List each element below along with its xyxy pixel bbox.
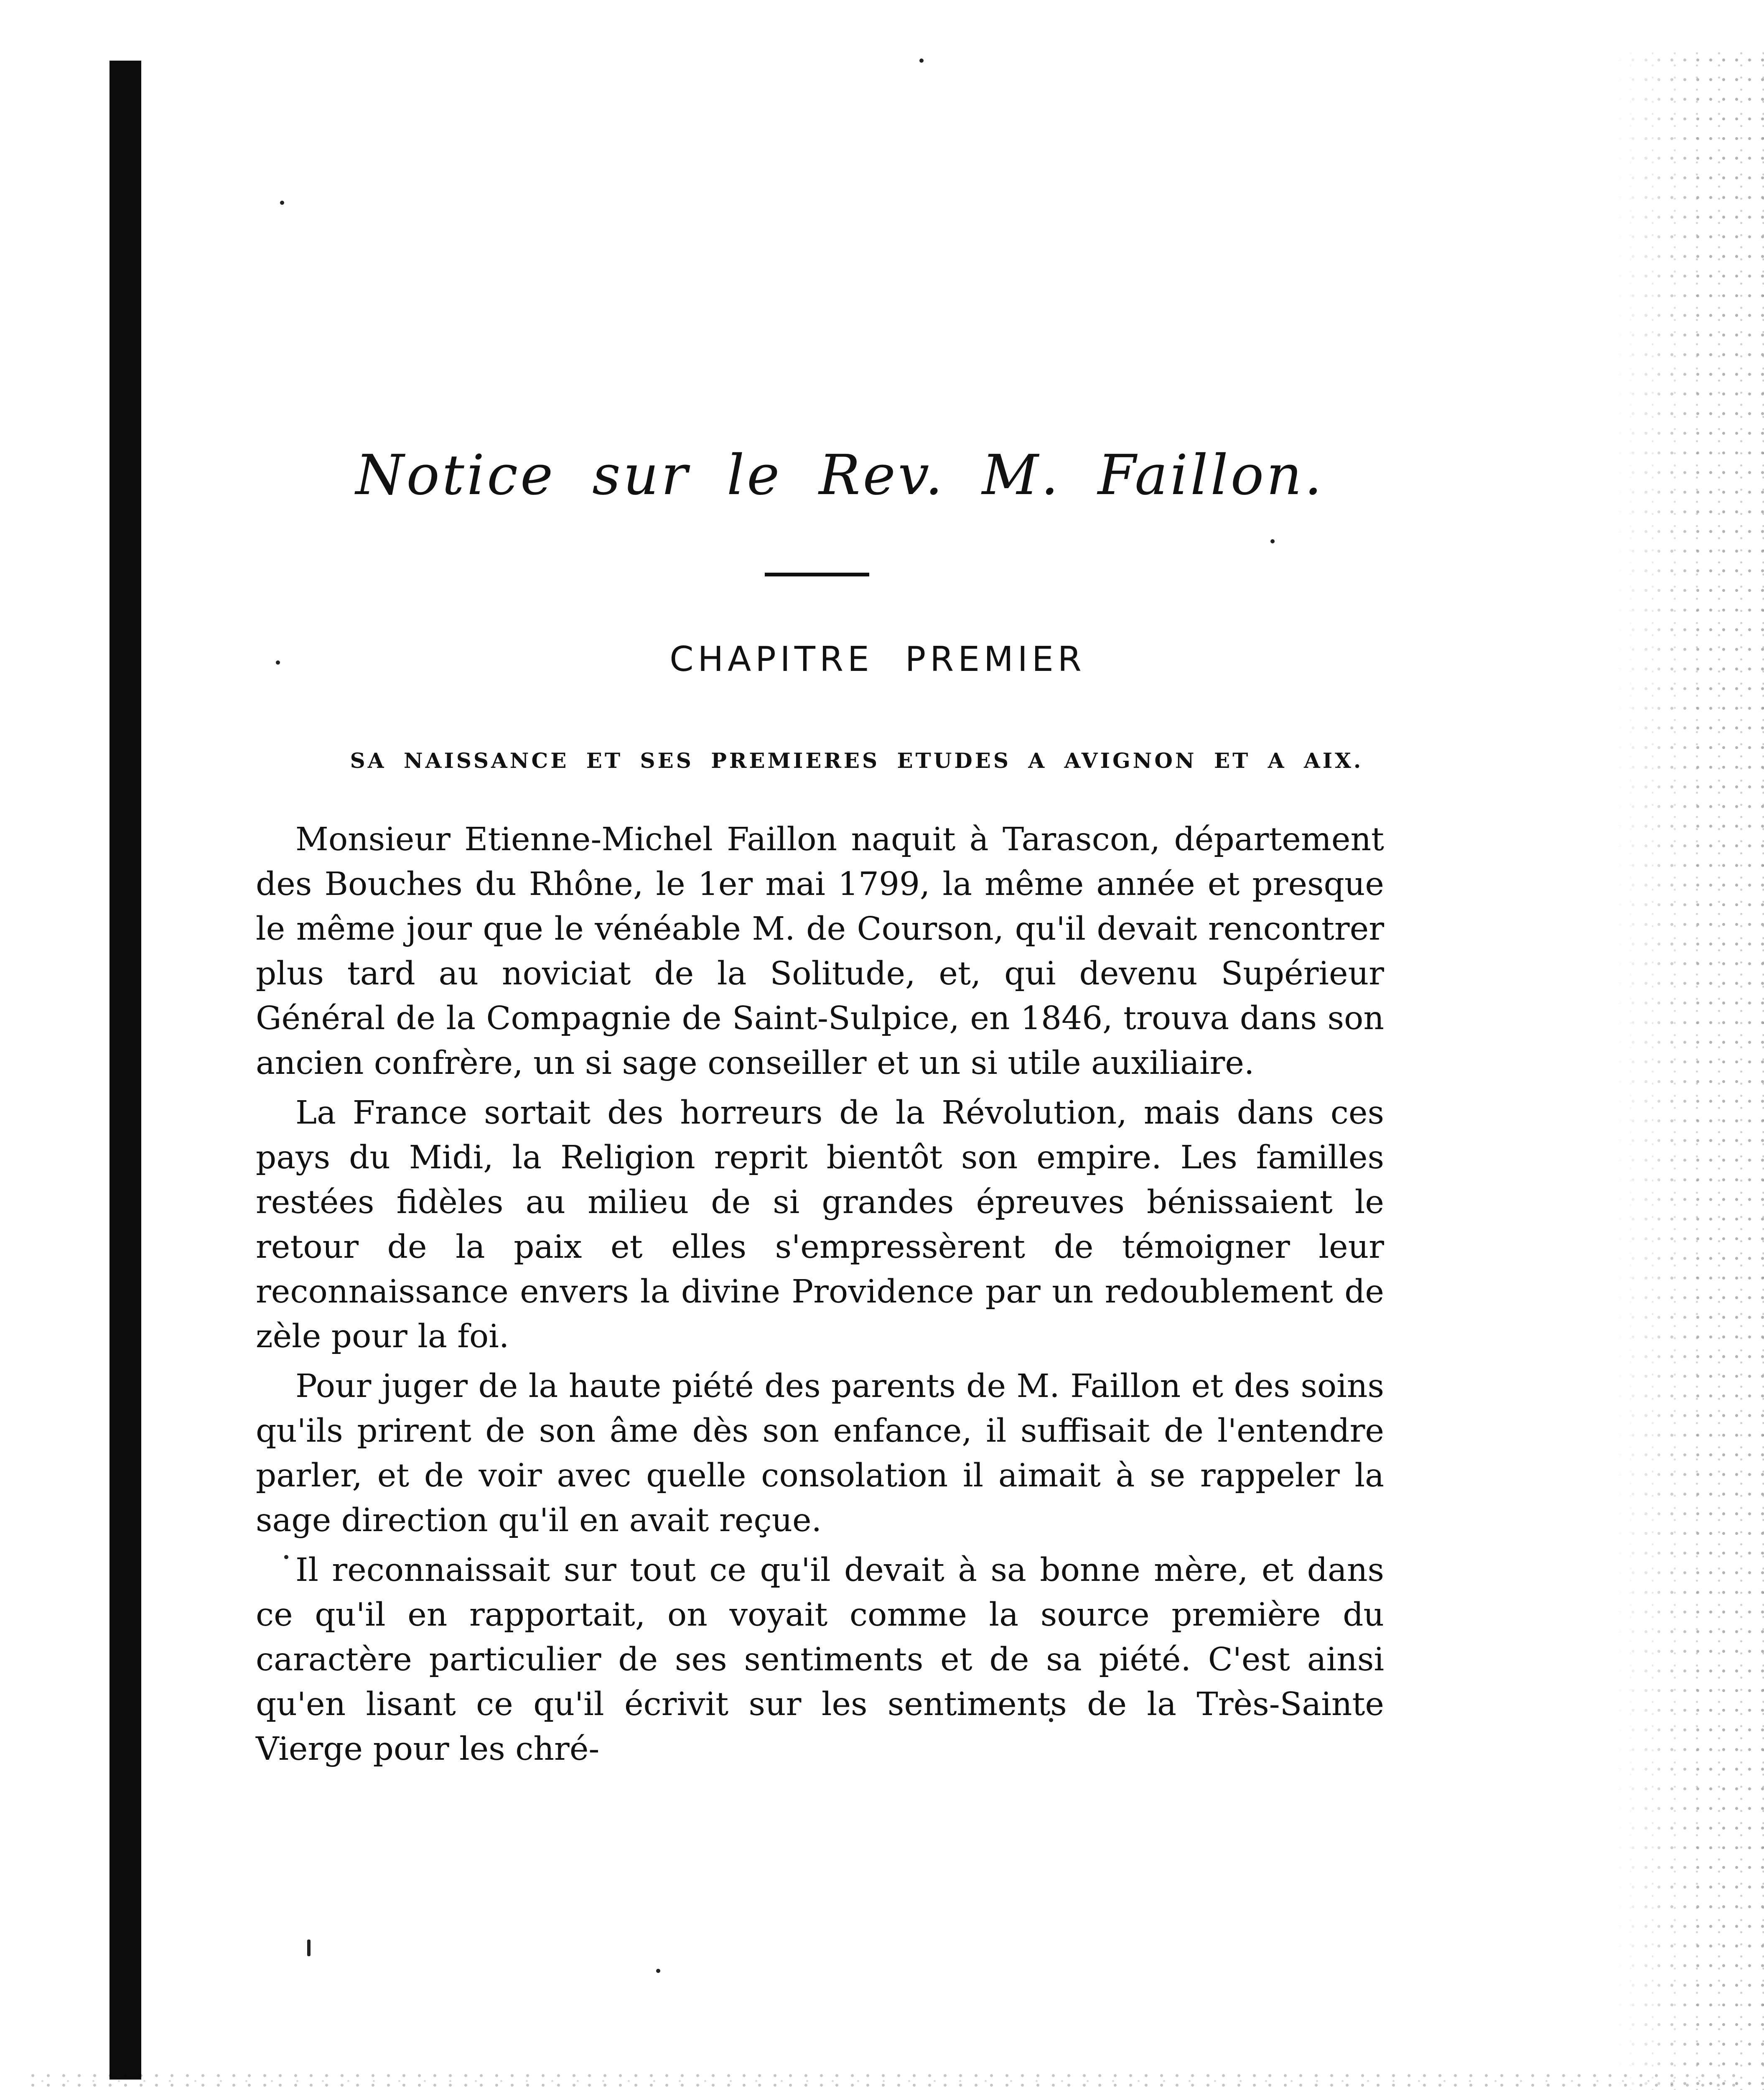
paragraph: La France sortait des horreurs de la Révolution, mais dans ces pays du Midi, la Religion reprit bientôt son empire. Les familles restées fidèles au milieu de si grandes épreuves bénissaient le retour de la paix et elles s'empressèrent de témoigner leur reconnaissance envers la divine Providence par un redoublement de zèle pour la foi. xyxy=(256,1094,1384,1355)
chapter-heading: CHAPITRE PREMIER xyxy=(669,640,1086,679)
dust-speck xyxy=(280,201,284,205)
body-text xyxy=(256,817,1384,1776)
dust-speck xyxy=(656,1969,660,1973)
scan-noise-bottom-edge xyxy=(25,2071,1739,2090)
page-title: Notice sur le Rev. M. Faillon. xyxy=(355,443,1325,507)
paragraph: Il reconnaissait sur tout ce qu'il devait à sa bonne mère, et dans ce qu'il en rapportait, on voyait comme la source première du caractère particulier de ses sentiments et de sa piété. C'est ainsi qu'en lisant ce qu'il écrivit sur les sentiments de la Très-Sainte Vierge pour les chré- xyxy=(256,1552,1384,1768)
paragraph: Monsieur Etienne-Michel Faillon naquit à Tarascon, département des Bouches du Rhône, le 1er mai 1799, la même année et presque le même jour que le vénéable M. de Courson, qu'il devait rencontrer plus tard au noviciat de la Solitude, et, qui devenu Supérieur Général de la Compagnie de Saint-Sulpice, en 1846, trouva dans son ancien confrère, un si sage conseiller et un si utile auxiliaire. xyxy=(256,821,1384,1082)
dust-speck xyxy=(307,1940,311,1956)
title-rule xyxy=(765,573,869,576)
dust-speck xyxy=(276,660,280,665)
scan-noise-right-edge xyxy=(1614,50,1764,2090)
binding-shadow xyxy=(109,61,141,2080)
paragraph: Pour juger de la haute piété des parents de M. Faillon et des soins qu'ils prirent de son âme dès son enfance, il suffisait de l'entendre parler, et de voir avec quelle consolation il aimait à se rappeler la sage direction qu'il en avait reçue. xyxy=(256,1368,1384,1539)
dust-speck xyxy=(1270,539,1275,543)
dust-speck xyxy=(919,59,924,63)
chapter-subtitle: SA NAISSANCE ET SES PREMIERES ETUDES A AVIGNON ET A AIX. xyxy=(350,748,1364,773)
